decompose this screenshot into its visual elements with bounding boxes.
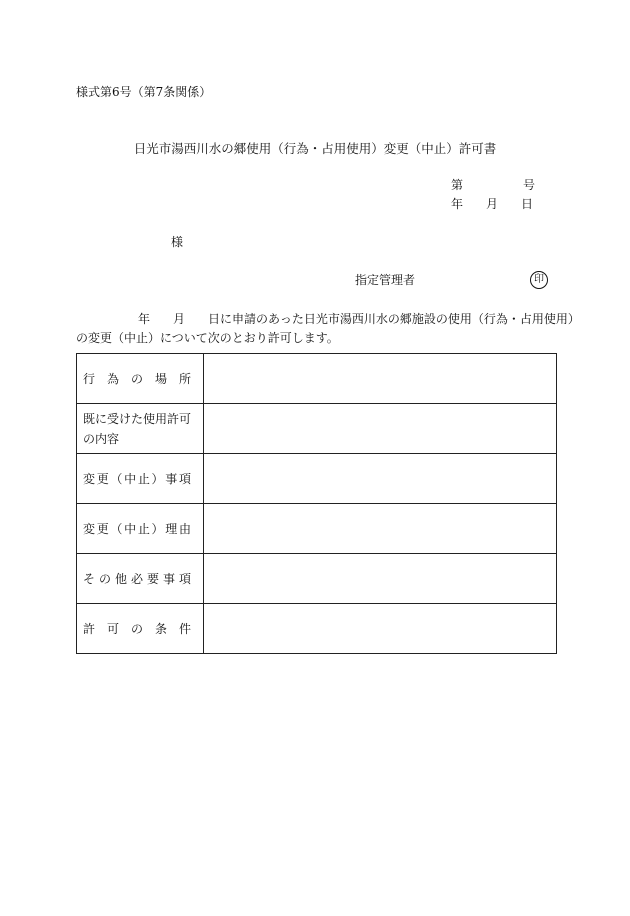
table-row xyxy=(77,454,557,504)
body-month-label: 月 xyxy=(173,312,186,326)
addressee-suffix: 様 xyxy=(171,235,184,249)
body-text-rest: 日に申請のあった日光市湯西川水の郷施設の使用（行為・占用使用） xyxy=(208,312,580,326)
table-row xyxy=(77,404,557,454)
row-value-cell xyxy=(204,554,557,604)
row-label-cell xyxy=(77,554,204,604)
row-value-cell xyxy=(204,504,557,554)
document-title: 日光市湯西川水の郷使用（行為・占用使用）変更（中止）許可書 xyxy=(133,141,497,156)
issuer-label: 指定管理者 xyxy=(355,273,416,287)
row-label-cell xyxy=(77,504,204,554)
table-row xyxy=(77,504,557,554)
row-label: 変更（中止）事項 xyxy=(83,471,191,486)
row-label-cell xyxy=(77,604,204,654)
table-row xyxy=(77,554,557,604)
document-number-suffix: 号 xyxy=(523,178,536,192)
body-text-line-2: の変更（中止）について次のとおり許可します。 xyxy=(76,331,339,345)
document-number-prefix: 第 xyxy=(451,178,464,192)
permit-details-table xyxy=(76,353,557,654)
date-month-label: 月 xyxy=(486,197,499,211)
row-label: 変更（中止）理由 xyxy=(83,521,191,536)
row-value-cell xyxy=(204,404,557,454)
row-value-cell xyxy=(204,354,557,404)
row-value-cell xyxy=(204,454,557,504)
row-label: 行為の場所 xyxy=(83,371,191,386)
date-day-label: 日 xyxy=(521,197,534,211)
form-number: 様式第6号（第7条関係） xyxy=(76,85,212,99)
row-label: 許可の条件 xyxy=(83,621,191,636)
seal-mark: 印 xyxy=(530,271,548,289)
row-label-cell xyxy=(77,354,204,404)
table-row xyxy=(77,604,557,654)
row-label-cell xyxy=(77,404,204,454)
row-label-cell xyxy=(77,454,204,504)
body-year-label: 年 xyxy=(138,312,151,326)
row-value-cell xyxy=(204,604,557,654)
table-row xyxy=(77,354,557,404)
date-year-label: 年 xyxy=(451,197,464,211)
row-label: その他必要事項 xyxy=(83,571,191,586)
row-label: 既に受けた使用許可の内容 xyxy=(83,411,192,446)
